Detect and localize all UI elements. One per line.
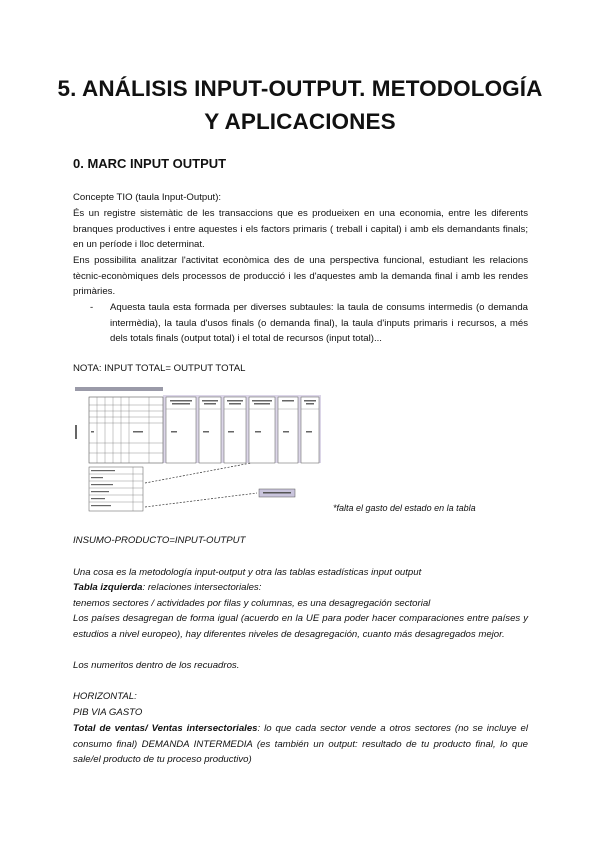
countries-paragraph: Los países desagregan de forma igual (acuerdo en la UE para poder hacer comparaciones entre países y estudios a nivel europeo), hay diferentes niveles de desagregación, cuanto más desagregados mejor.: [73, 613, 528, 640]
nota-line: NOTA: INPUT TOTAL= OUTPUT TOTAL: [73, 363, 246, 374]
methodology-line: Una cosa es la metodología input-output y otra las tablas estadísticas input output: [73, 567, 422, 578]
sectors-line: tenemos sectores / actividades por filas y columnas, es una desagregación sectorial: [73, 598, 431, 609]
horizontal-heading: HORIZONTAL:: [73, 691, 137, 702]
page-title: [40, 72, 560, 138]
bullet-mark: -: [90, 302, 94, 313]
concept-bullet: Aquesta taula esta formada per diverses subtaules: la taula de consums intermedis (o demanda intermèdia), la taula d'usos finals (o demanda final), la taula d'inputs primaris i recursos, a més dels totals finals (output total) i el total de recursos (input total)...: [110, 302, 528, 344]
numbers-line: Los numeritos dentro de los recuadros.: [73, 660, 240, 671]
insumo-title: INSUMO-PRODUCTO=INPUT-OUTPUT: [73, 535, 246, 546]
concept-label: Concepte TIO (taula Input-Output):: [73, 192, 222, 203]
sales-label: Total de ventas/ Ventas intersectoriales: [73, 723, 258, 734]
sales-paragraph: [73, 721, 528, 768]
sales-text: : lo que cada sector vende a otros sectores (no se incluye el consumo final) DEMANDA INTERMEDIA (es también un output: resultado de tu producto final, lo que sale/el producto de tu proceso productivo): [73, 723, 528, 765]
input-output-table-figure: [73, 385, 323, 513]
left-table-line: [73, 580, 528, 596]
concept-paragraph-1: És un registre sistemàtic de les transaccions que es produeixen en una economia, entre les diferents branques productives i entre aquestes i els factors primaris ( treball i capital) i amb els demandants finals; en un període i lloc determinat.: [73, 208, 528, 250]
section-heading: 0. MARC INPUT OUTPUT: [73, 156, 227, 171]
title-line-2: Y APLICACIONES: [204, 109, 396, 134]
concept-paragraph-2: Ens possibilita analitzar l'activitat econòmica des de una perspectiva funcional, estudiant les relacions tècnic-econòmiques dels processos de producció i les d'aquestes amb la demanda final i amb les rendes primàries.: [73, 255, 528, 297]
left-table-label: Tabla izquierda: [73, 582, 143, 593]
left-table-text: : relaciones intersectoriales:: [142, 582, 262, 593]
figure-note: *falta el gasto del estado en la tabla: [333, 503, 476, 513]
title-line-1: 5. ANÁLISIS INPUT-OUTPUT. METODOLOGÍA: [57, 76, 543, 101]
pib-line: PIB VIA GASTO: [73, 707, 143, 718]
